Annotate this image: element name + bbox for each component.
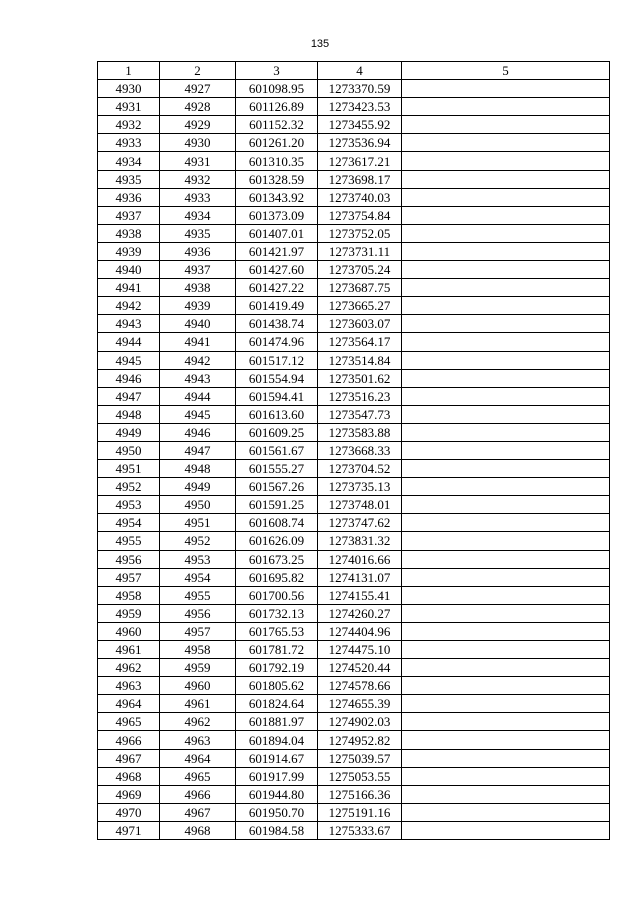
table-cell — [402, 116, 610, 134]
table-cell: 4949 — [160, 478, 236, 496]
table-cell: 601881.97 — [236, 713, 318, 731]
table-cell: 601419.49 — [236, 297, 318, 315]
table-cell: 4956 — [160, 604, 236, 622]
table-cell: 1273831.32 — [318, 532, 402, 550]
table-cell: 1275166.36 — [318, 785, 402, 803]
table-cell — [402, 478, 610, 496]
table-cell: 4929 — [160, 116, 236, 134]
table-row — [98, 441, 610, 459]
table-cell: 4965 — [98, 713, 160, 731]
table-cell: 4932 — [98, 116, 160, 134]
table-cell: 4955 — [160, 586, 236, 604]
table-row — [98, 460, 610, 478]
table-cell: 601407.01 — [236, 224, 318, 242]
table-cell: 1273423.53 — [318, 98, 402, 116]
table-cell: 1273704.52 — [318, 460, 402, 478]
table-row — [98, 170, 610, 188]
table-row — [98, 568, 610, 586]
table-cell: 4971 — [98, 821, 160, 839]
table-cell: 1273370.59 — [318, 80, 402, 98]
table-cell — [402, 641, 610, 659]
table-cell: 601098.95 — [236, 80, 318, 98]
table-row — [98, 514, 610, 532]
table-cell: 4953 — [160, 550, 236, 568]
table-cell: 4933 — [98, 134, 160, 152]
table-cell: 4937 — [98, 206, 160, 224]
table-cell — [402, 767, 610, 785]
table-row — [98, 152, 610, 170]
table-cell: 601373.09 — [236, 206, 318, 224]
table-cell: 4931 — [160, 152, 236, 170]
table-cell: 4968 — [160, 821, 236, 839]
table-cell: 601152.32 — [236, 116, 318, 134]
table-row — [98, 532, 610, 550]
table-cell: 4954 — [160, 568, 236, 586]
table-cell: 601894.04 — [236, 731, 318, 749]
table-cell: 601594.41 — [236, 387, 318, 405]
table-row — [98, 767, 610, 785]
table-cell: 4962 — [98, 659, 160, 677]
table-cell: 4963 — [160, 731, 236, 749]
table-cell — [402, 622, 610, 640]
table-cell: 4948 — [98, 405, 160, 423]
table-row — [98, 134, 610, 152]
table-cell: 1273617.21 — [318, 152, 402, 170]
table-cell: 1275053.55 — [318, 767, 402, 785]
table-cell: 601984.58 — [236, 821, 318, 839]
column-header: 2 — [160, 62, 236, 80]
table-cell — [402, 224, 610, 242]
table-row — [98, 423, 610, 441]
table-cell: 4941 — [98, 279, 160, 297]
table-cell: 601328.59 — [236, 170, 318, 188]
table-cell: 1274902.03 — [318, 713, 402, 731]
table-row — [98, 315, 610, 333]
table-cell: 4953 — [98, 496, 160, 514]
table-cell: 4930 — [98, 80, 160, 98]
table-cell — [402, 152, 610, 170]
table-cell: 4938 — [98, 224, 160, 242]
table-cell: 4957 — [160, 622, 236, 640]
table-cell: 4942 — [98, 297, 160, 315]
table-cell: 4951 — [98, 460, 160, 478]
table-cell — [402, 98, 610, 116]
table-cell — [402, 785, 610, 803]
table-cell — [402, 242, 610, 260]
table-cell: 1274155.41 — [318, 586, 402, 604]
table-row — [98, 677, 610, 695]
table-cell — [402, 134, 610, 152]
table-cell — [402, 387, 610, 405]
table-cell: 601554.94 — [236, 369, 318, 387]
table-cell: 1273698.17 — [318, 170, 402, 188]
table-cell: 601427.60 — [236, 261, 318, 279]
table-row — [98, 695, 610, 713]
table-cell: 4930 — [160, 134, 236, 152]
table-cell — [402, 188, 610, 206]
table-cell: 4946 — [160, 423, 236, 441]
table-cell — [402, 315, 610, 333]
column-header: 1 — [98, 62, 160, 80]
table-cell: 1274520.44 — [318, 659, 402, 677]
table-cell: 4928 — [160, 98, 236, 116]
table-cell: 4947 — [160, 441, 236, 459]
table-cell — [402, 170, 610, 188]
table-cell: 1274131.07 — [318, 568, 402, 586]
table-cell: 4950 — [160, 496, 236, 514]
table-cell: 4963 — [98, 677, 160, 695]
table-cell: 4932 — [160, 170, 236, 188]
table-cell: 601805.62 — [236, 677, 318, 695]
table-cell: 4939 — [160, 297, 236, 315]
table-cell: 601608.74 — [236, 514, 318, 532]
table-cell: 4946 — [98, 369, 160, 387]
table-cell: 601561.67 — [236, 441, 318, 459]
table-cell: 4939 — [98, 242, 160, 260]
table-cell: 1274655.39 — [318, 695, 402, 713]
table-cell: 601765.53 — [236, 622, 318, 640]
table-cell: 1274952.82 — [318, 731, 402, 749]
table-cell: 1273536.94 — [318, 134, 402, 152]
table-cell: 1274260.27 — [318, 604, 402, 622]
table-cell: 601792.19 — [236, 659, 318, 677]
table-row — [98, 586, 610, 604]
table-cell: 4948 — [160, 460, 236, 478]
table-row — [98, 785, 610, 803]
table-cell: 1273668.33 — [318, 441, 402, 459]
table-cell — [402, 749, 610, 767]
table-cell: 4936 — [98, 188, 160, 206]
table-row — [98, 749, 610, 767]
table-cell: 4959 — [160, 659, 236, 677]
table-row — [98, 821, 610, 839]
table-cell: 601567.26 — [236, 478, 318, 496]
table-cell — [402, 803, 610, 821]
table-cell: 1273455.92 — [318, 116, 402, 134]
coordinates-table — [97, 61, 610, 840]
table-cell: 4927 — [160, 80, 236, 98]
table-cell: 601950.70 — [236, 803, 318, 821]
column-header: 3 — [236, 62, 318, 80]
table-cell — [402, 80, 610, 98]
table-cell — [402, 532, 610, 550]
table-cell: 4945 — [160, 405, 236, 423]
table-cell — [402, 261, 610, 279]
table-cell — [402, 514, 610, 532]
table-cell — [402, 369, 610, 387]
table-cell — [402, 677, 610, 695]
table-cell: 1275333.67 — [318, 821, 402, 839]
table-cell — [402, 206, 610, 224]
table-cell: 1273583.88 — [318, 423, 402, 441]
table-cell: 4952 — [160, 532, 236, 550]
table-cell: 4937 — [160, 261, 236, 279]
table-cell: 601421.97 — [236, 242, 318, 260]
table-cell: 1273752.05 — [318, 224, 402, 242]
table-row — [98, 188, 610, 206]
table-cell — [402, 695, 610, 713]
table-cell: 4942 — [160, 351, 236, 369]
table-body — [98, 80, 610, 840]
table-row — [98, 659, 610, 677]
table-cell: 4969 — [98, 785, 160, 803]
table-cell: 601609.25 — [236, 423, 318, 441]
table-cell: 601914.67 — [236, 749, 318, 767]
table-cell: 4968 — [98, 767, 160, 785]
table-cell — [402, 604, 610, 622]
table-row — [98, 405, 610, 423]
table-cell: 4941 — [160, 333, 236, 351]
table-cell: 4934 — [160, 206, 236, 224]
table-cell: 4943 — [160, 369, 236, 387]
table-row — [98, 731, 610, 749]
table-cell: 601673.25 — [236, 550, 318, 568]
table-row — [98, 206, 610, 224]
table-row — [98, 261, 610, 279]
table-row — [98, 478, 610, 496]
table-cell — [402, 279, 610, 297]
table-cell: 601695.82 — [236, 568, 318, 586]
table-row — [98, 279, 610, 297]
table-cell: 4951 — [160, 514, 236, 532]
table-cell: 601613.60 — [236, 405, 318, 423]
table-cell: 601261.20 — [236, 134, 318, 152]
table-cell: 4954 — [98, 514, 160, 532]
table-cell: 1273547.73 — [318, 405, 402, 423]
table-cell: 4949 — [98, 423, 160, 441]
table-cell: 601427.22 — [236, 279, 318, 297]
table-cell — [402, 586, 610, 604]
table-cell — [402, 333, 610, 351]
table-cell: 4934 — [98, 152, 160, 170]
table-cell: 4964 — [98, 695, 160, 713]
table-cell: 4950 — [98, 441, 160, 459]
table-header — [98, 62, 610, 80]
column-header: 4 — [318, 62, 402, 80]
table-row — [98, 550, 610, 568]
table-row — [98, 224, 610, 242]
table-cell: 601626.09 — [236, 532, 318, 550]
table-cell: 601517.12 — [236, 351, 318, 369]
table-cell: 1274578.66 — [318, 677, 402, 695]
table-row — [98, 604, 610, 622]
table-cell: 601824.64 — [236, 695, 318, 713]
table-row — [98, 713, 610, 731]
table-cell: 601438.74 — [236, 315, 318, 333]
table-cell: 4959 — [98, 604, 160, 622]
table-cell: 4958 — [160, 641, 236, 659]
table-cell: 4943 — [98, 315, 160, 333]
page-number: 135 — [310, 38, 330, 50]
table-cell: 4962 — [160, 713, 236, 731]
table-row — [98, 641, 610, 659]
table-cell: 1275039.57 — [318, 749, 402, 767]
table-cell: 601591.25 — [236, 496, 318, 514]
table-cell — [402, 297, 610, 315]
table-row — [98, 622, 610, 640]
table-cell: 601474.96 — [236, 333, 318, 351]
table-cell: 4944 — [98, 333, 160, 351]
table-cell: 601555.27 — [236, 460, 318, 478]
table-row — [98, 803, 610, 821]
table-row — [98, 80, 610, 98]
table-cell: 4960 — [98, 622, 160, 640]
table-cell: 1273564.17 — [318, 333, 402, 351]
table-cell: 1274016.66 — [318, 550, 402, 568]
table-cell: 1273514.84 — [318, 351, 402, 369]
table-cell: 601310.35 — [236, 152, 318, 170]
table-cell: 4967 — [160, 803, 236, 821]
table-row — [98, 98, 610, 116]
table-cell: 1275191.16 — [318, 803, 402, 821]
table-cell: 4957 — [98, 568, 160, 586]
table-cell: 1273747.62 — [318, 514, 402, 532]
table-cell: 1274404.96 — [318, 622, 402, 640]
table-cell: 4970 — [98, 803, 160, 821]
table-cell: 4967 — [98, 749, 160, 767]
table-row — [98, 242, 610, 260]
table-cell: 601700.56 — [236, 586, 318, 604]
table-row — [98, 369, 610, 387]
table-cell: 601126.89 — [236, 98, 318, 116]
table-row — [98, 351, 610, 369]
table-cell: 4935 — [98, 170, 160, 188]
table-cell: 4944 — [160, 387, 236, 405]
table-cell — [402, 821, 610, 839]
table-cell: 601732.13 — [236, 604, 318, 622]
table-cell: 4933 — [160, 188, 236, 206]
table-row — [98, 333, 610, 351]
table-cell: 4961 — [160, 695, 236, 713]
table-cell: 4966 — [98, 731, 160, 749]
table-cell — [402, 441, 610, 459]
table-cell — [402, 351, 610, 369]
table-cell: 1273665.27 — [318, 297, 402, 315]
table-cell: 1273754.84 — [318, 206, 402, 224]
table-cell: 1274475.10 — [318, 641, 402, 659]
table-cell: 4955 — [98, 532, 160, 550]
table-cell — [402, 423, 610, 441]
table-cell: 1273516.23 — [318, 387, 402, 405]
table-cell: 4945 — [98, 351, 160, 369]
table-cell — [402, 405, 610, 423]
table-cell — [402, 731, 610, 749]
table-row — [98, 496, 610, 514]
table-cell: 4940 — [98, 261, 160, 279]
table-cell: 1273740.03 — [318, 188, 402, 206]
header-row — [98, 62, 610, 80]
table-cell — [402, 568, 610, 586]
table-row — [98, 387, 610, 405]
table-cell: 601917.99 — [236, 767, 318, 785]
table-cell — [402, 496, 610, 514]
table-cell: 601944.80 — [236, 785, 318, 803]
table-cell: 4931 — [98, 98, 160, 116]
table-cell: 1273501.62 — [318, 369, 402, 387]
table-cell — [402, 460, 610, 478]
table-cell — [402, 659, 610, 677]
table-cell — [402, 550, 610, 568]
table-cell: 4938 — [160, 279, 236, 297]
table-cell: 4961 — [98, 641, 160, 659]
table-row — [98, 297, 610, 315]
table-cell: 4936 — [160, 242, 236, 260]
table-cell: 1273731.11 — [318, 242, 402, 260]
table-cell: 1273735.13 — [318, 478, 402, 496]
table-cell: 4966 — [160, 785, 236, 803]
table-cell: 4947 — [98, 387, 160, 405]
table-cell: 1273705.24 — [318, 261, 402, 279]
table-cell: 4965 — [160, 767, 236, 785]
table-cell: 1273748.01 — [318, 496, 402, 514]
table-cell: 4952 — [98, 478, 160, 496]
table-cell: 4956 — [98, 550, 160, 568]
column-header: 5 — [402, 62, 610, 80]
table-cell: 601343.92 — [236, 188, 318, 206]
table-cell: 1273687.75 — [318, 279, 402, 297]
table-cell: 4958 — [98, 586, 160, 604]
table-cell: 4940 — [160, 315, 236, 333]
table-cell: 601781.72 — [236, 641, 318, 659]
table-cell: 4960 — [160, 677, 236, 695]
table-cell: 1273603.07 — [318, 315, 402, 333]
table-cell: 4935 — [160, 224, 236, 242]
table-row — [98, 116, 610, 134]
table-cell — [402, 713, 610, 731]
table-cell: 4964 — [160, 749, 236, 767]
